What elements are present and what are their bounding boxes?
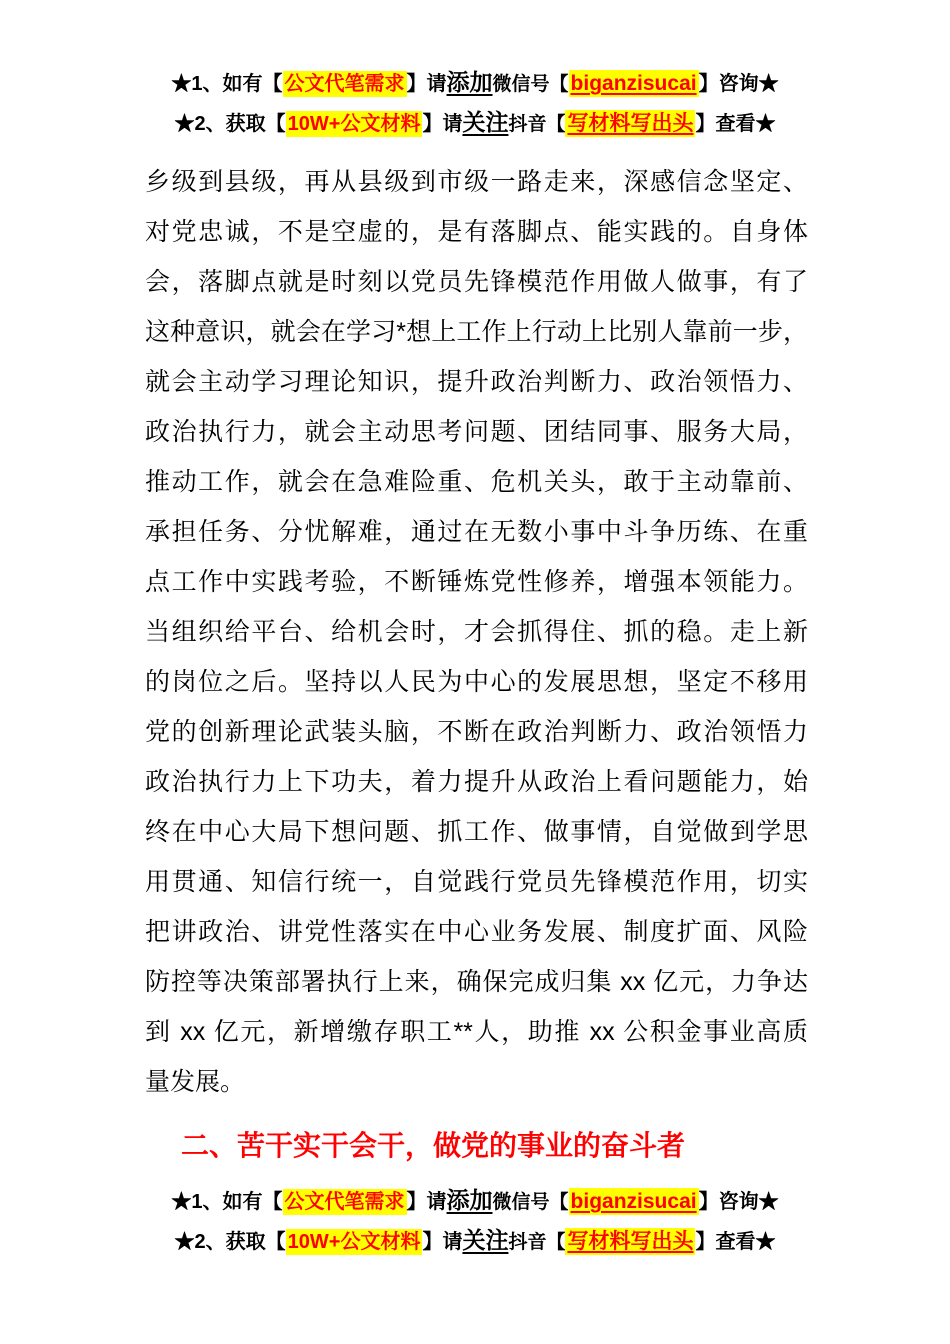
document-paragraph — [145, 157, 808, 1107]
promo-text: ★2、获取【 — [174, 1231, 286, 1253]
paragraph-line: 这种意识，就会在学习*想上工作上行动上比别人靠前一步， — [145, 318, 808, 346]
promo-text: 】请 — [406, 1191, 447, 1213]
promo-text: 微信号【 — [492, 74, 569, 95]
highlighted-account-name: 写材料写出头 — [567, 112, 694, 135]
promo-text: 】咨询★ — [698, 73, 779, 95]
paragraph-line: 用贯通、知信行统一，自觉践行党员先锋模范作用，切实 — [145, 868, 808, 896]
highlighted-keyword: 公文代笔需求 — [284, 73, 405, 95]
paragraph-line: 党的创新理论武装头脑，不断在政治判断力、政治领悟力 — [145, 718, 808, 746]
paragraph-line: 承担任务、分忧解难，通过在无数小事中斗争历练、在重 — [145, 518, 808, 546]
highlighted-account-name: biganzisucai — [570, 1190, 697, 1213]
promo-text: 】查看★ — [695, 113, 776, 135]
paragraph-line: 政治执行力上下功夫，着力提升从政治上看问题能力，始 — [145, 768, 808, 796]
promo-text: ★1、如有【 — [171, 73, 283, 95]
promo-line — [0, 1180, 950, 1220]
promo-banner-top — [0, 0, 950, 142]
paragraph-line: 会，落脚点就是时刻以党员先锋模范作用做人做事，有了 — [145, 268, 808, 296]
promo-line — [0, 102, 950, 142]
highlighted-keyword: 公文代笔需求 — [284, 1191, 405, 1213]
paragraph-line: 防控等决策部署执行上来，确保完成归集 xx 亿元，力争达 — [145, 968, 808, 996]
highlighted-keyword: 10W+公文材料 — [287, 113, 421, 135]
underlined-action-word: 关注 — [462, 1227, 509, 1253]
promo-text: 】请 — [406, 73, 447, 95]
promo-text: 】请 — [422, 1231, 463, 1253]
promo-text: 抖音【 — [508, 114, 566, 135]
promo-text: 抖音【 — [508, 1232, 566, 1253]
paragraph-line: 当组织给平台、给机会时，才会抓得住、抓的稳。走上新 — [145, 618, 808, 646]
promo-text: ★2、获取【 — [174, 113, 286, 135]
paragraph-line: 把讲政治、讲党性落实在中心业务发展、制度扩面、风险 — [145, 918, 808, 946]
section-heading: 二、苦干实干会干，做党的事业的奋斗者 — [181, 1130, 686, 1161]
paragraph-line: 量发展。 — [145, 1068, 246, 1096]
promo-line — [0, 1220, 950, 1260]
highlighted-account-name: biganzisucai — [570, 72, 697, 95]
underlined-action-word: 添加 — [446, 1187, 493, 1213]
paragraph-line: 推动工作，就会在急难险重、危机关头，敢于主动靠前、 — [145, 468, 808, 496]
underlined-action-word: 关注 — [462, 109, 509, 135]
highlighted-keyword: 10W+公文材料 — [287, 1231, 421, 1253]
paragraph-line: 对党忠诚，不是空虚的，是有落脚点、能实践的。自身体 — [145, 218, 808, 246]
paragraph-line: 就会主动学习理论知识，提升政治判断力、政治领悟力、 — [145, 368, 808, 396]
paragraph-line: 乡级到县级，再从县级到市级一路走来，深感信念坚定、 — [145, 168, 808, 196]
promo-text: 】请 — [422, 113, 463, 135]
promo-line — [0, 62, 950, 102]
promo-text: 】咨询★ — [698, 1191, 779, 1213]
promo-banner-bottom — [0, 1180, 950, 1260]
paragraph-line: 点工作中实践考验，不断锤炼党性修养，增强本领能力。 — [145, 568, 808, 596]
paragraph-line: 到 xx 亿元，新增缴存职工**人，助推 xx 公积金事业高质 — [145, 1018, 808, 1046]
highlighted-account-name: 写材料写出头 — [567, 1230, 694, 1253]
underlined-action-word: 添加 — [446, 69, 493, 95]
paragraph-line: 的岗位之后。坚持以人民为中心的发展思想，坚定不移用 — [145, 668, 808, 696]
promo-text: ★1、如有【 — [171, 1191, 283, 1213]
paragraph-line: 终在中心大局下想问题、抓工作、做事情，自觉做到学思 — [145, 818, 808, 846]
paragraph-line: 政治执行力，就会主动思考问题、团结同事、服务大局， — [145, 418, 808, 446]
promo-text: 】查看★ — [695, 1231, 776, 1253]
promo-text: 微信号【 — [492, 1192, 569, 1213]
